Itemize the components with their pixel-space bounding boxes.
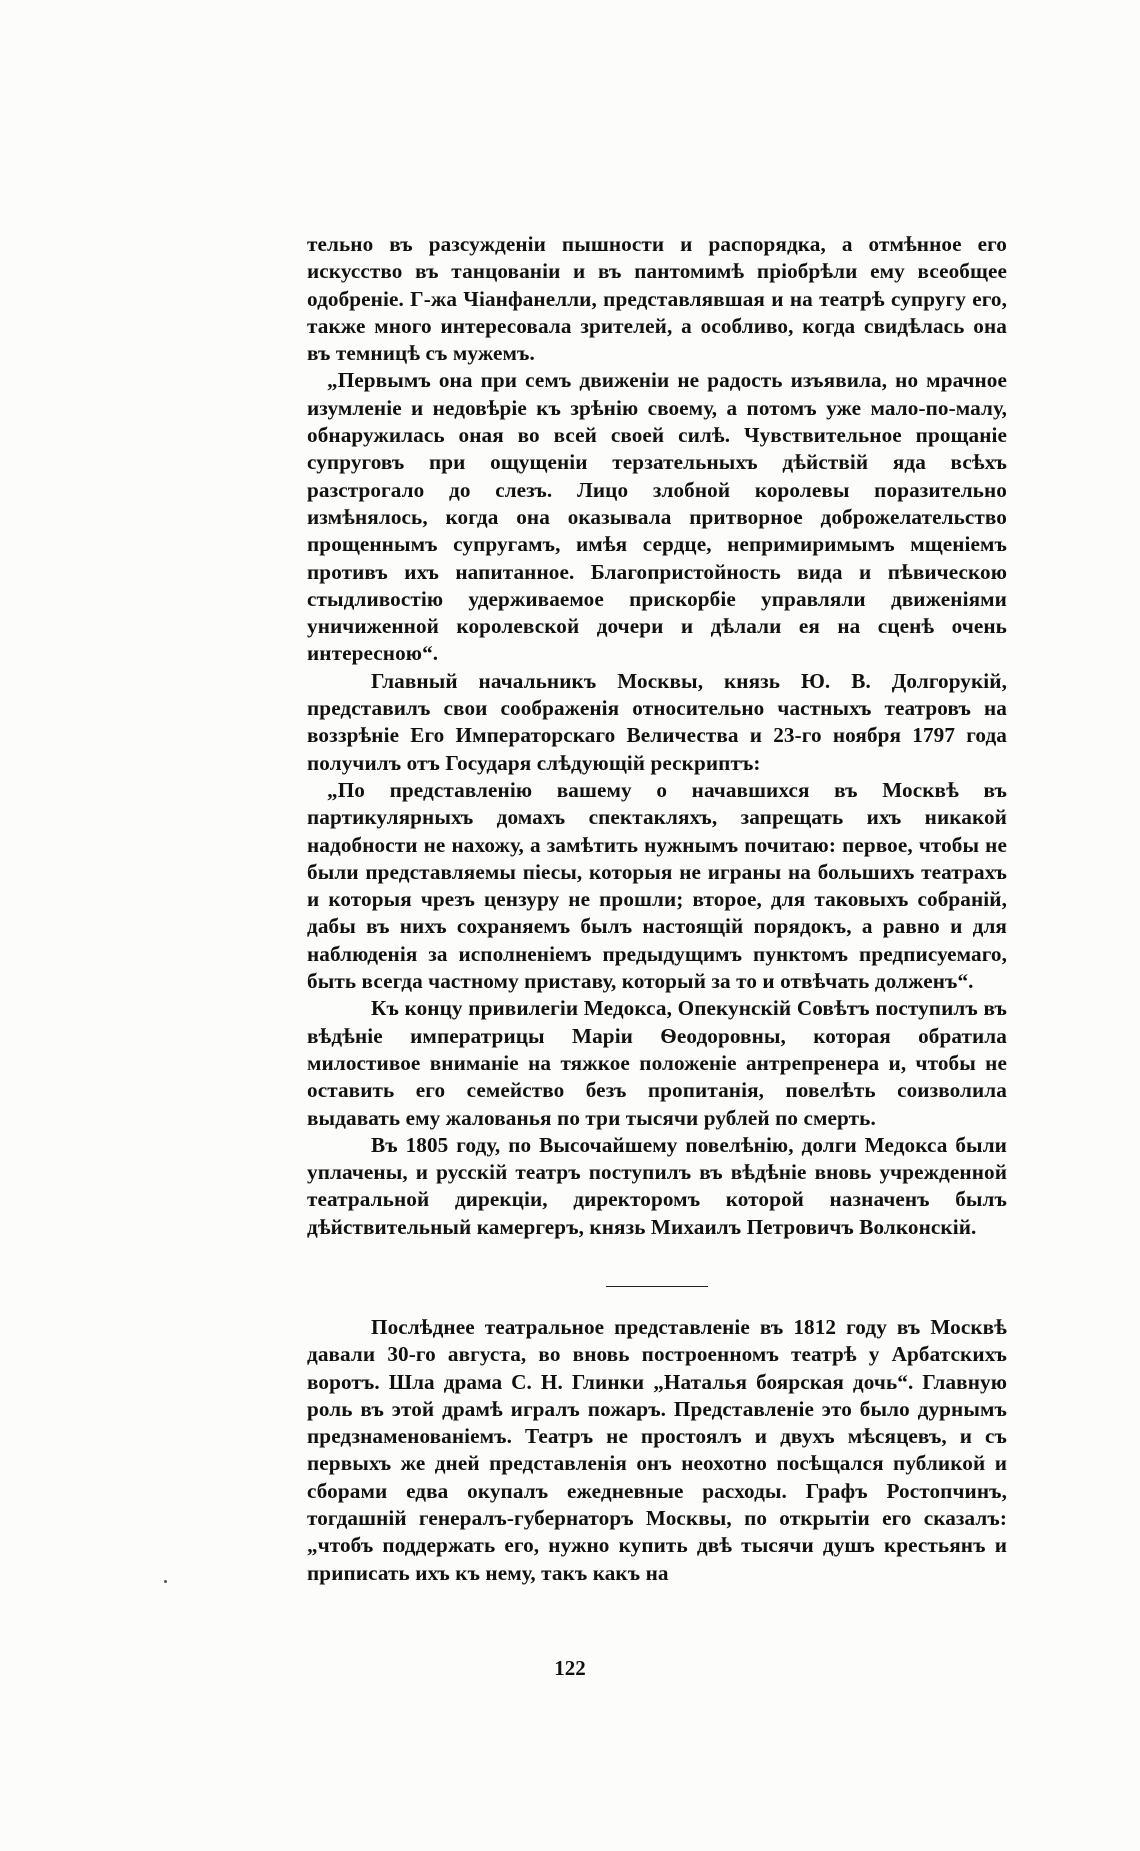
- scan-speck: [164, 1580, 167, 1583]
- paragraph-quote-medea: „Первымъ она при семъ движеніи не радость изъявила, но мрачное изумленіе и недовѣріе къ зрѣнію своему, а потомъ уже мало-по-малу, обнаружилась оная во всей своей силѣ. Чувствительное прощаніе супруговъ при ощущеніи терзательныхъ дѣйствій яда всѣхъ разстрогало до слезъ. Лицо злобной королевы поразительно измѣнялось, когда она оказывала притворное доброжелательство прощеннымъ супругамъ, имѣя сердце, непримиримымъ мщеніемъ противъ ихъ напитанное. Благопристойность вида и пѣвическою стыдливостію удерживаемое прискорбіе управляли движеніями уничиженной королевской дочери и дѣлали ея на сценѣ очень интересною“.: [307, 368, 1007, 666]
- paragraph-1812: Послѣднее театральное представленіе въ 1812 году въ Москвѣ давали 30-го августа, во вновь построенномъ театрѣ у Арбатскихъ воротъ. Шла драма С. Н. Глинки „Наталья боярская дочь“. Главную роль въ этой драмѣ игралъ пожаръ. Представленіе это было дурнымъ предзнаменованіемъ. Театръ не простоялъ и двухъ мѣсяцевъ, и съ первыхъ же дней представленія онъ неохотно посѣщался публикой и сборами едва окупалъ ежедневные расходы. Графъ Ростопчинъ, тогдашній генералъ-губернаторъ Москвы, по открытіи его сказалъ: „чтобъ поддержать его, нужно купить двѣ тысячи душъ крестьянъ и приписать ихъ къ нему, такъ какъ на: [307, 1315, 1007, 1585]
- text-block-top: [307, 231, 1007, 1241]
- paragraph-continuation: тельно въ разсужденіи пышности и распорядка, а отмѣнное его искусство въ танцованіи и въ пантомимѣ пріобрѣли ему всеобщее одобреніе. Г-жа Чіанфанелли, представлявшая и на театрѣ супругу его, также много интересовала зрителей, а особливо, когда свидѣлась она въ темницѣ съ мужемъ.: [307, 232, 1007, 366]
- section-divider: [606, 1286, 708, 1287]
- paragraph-quote-rescript: „По представленію вашему о начавшихся въ Москвѣ въ партикулярныхъ домахъ спектакляхъ, запрещать ихъ никакой надобности не нахожу, а замѣтить нужнымъ почитаю: первое, чтобы не были представляемы піесы, которыя не играны на большихъ театрахъ и которыя чрезъ цензуру не прошли; второе, для таковыхъ собраній, дабы въ нихъ сохраняемъ былъ настоящій порядокъ, а равно и для наблюденія за исполненіемъ предыдущимъ пунктомъ предписуемаго, быть всегда частному приставу, который за то и отвѣчать долженъ“.: [307, 777, 1007, 994]
- paragraph-dolgorukiy: Главный начальникъ Москвы, князь Ю. В. Долгорукій, представилъ свои соображенія относительно частныхъ театровъ на воззрѣніе Его Императорскаго Величества и 23-го ноября 1797 года получилъ отъ Государя слѣдующій рескриптъ:: [307, 668, 1007, 775]
- paragraph-1805: Въ 1805 году, по Высочайшему повелѣнію, долги Медокса были уплачены, и русскій театръ поступилъ въ вѣдѣніе вновь учрежденной театральной дирекціи, директоромъ которой назначенъ былъ дѣйствительный камергеръ, князь Михаилъ Петровичъ Волконскій.: [307, 1132, 1007, 1239]
- page-number: 122: [554, 1656, 586, 1680]
- text-block-bottom: [307, 1314, 1007, 1587]
- paragraph-medox-privilege: Къ концу привилегіи Медокса, Опекунскій Совѣтъ поступилъ въ вѣдѣніе императрицы Маріи Ѳеодоровны, которая обратила милостивое вниманіе на тяжкое положеніе антрепренера и, чтобы не оставить его семейство безъ пропитанія, повелѣть соизволила выдавать ему жалованья по три тысячи рублей по смерть.: [307, 996, 1007, 1130]
